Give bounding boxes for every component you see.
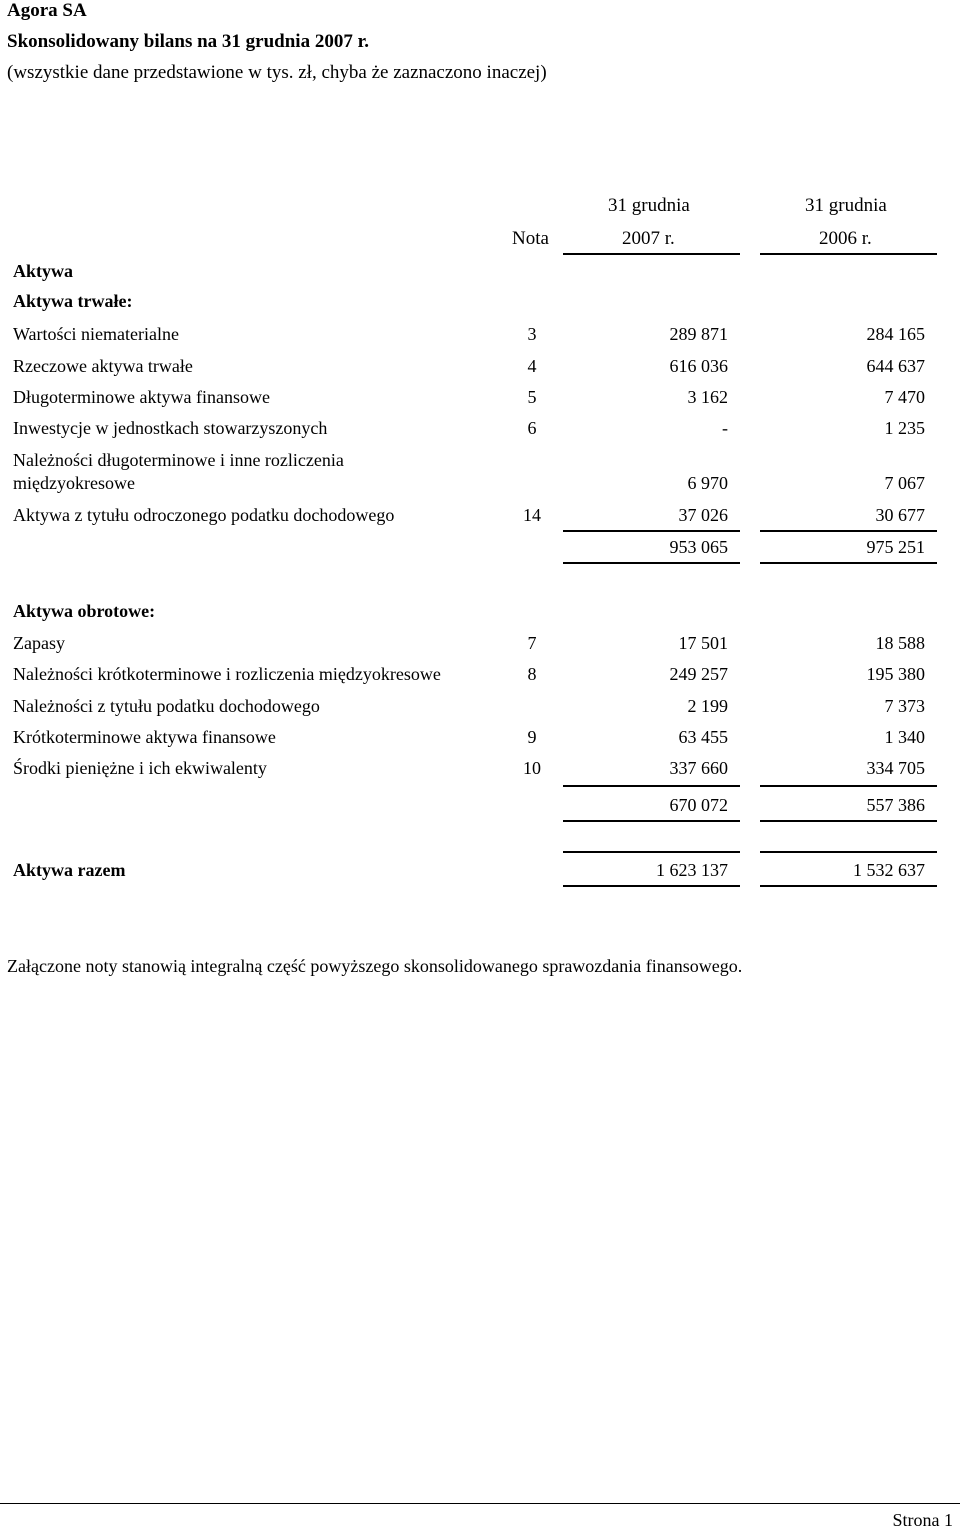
row-value-2006: 1 340 bbox=[884, 727, 925, 747]
row-value-2007: 17 501 bbox=[678, 633, 728, 653]
subtotal-underline-2007 bbox=[563, 562, 740, 564]
row-nota: 9 bbox=[527, 727, 537, 747]
row-label: Należności z tytułu podatku dochodowego bbox=[13, 696, 320, 716]
row-value-2007: 616 036 bbox=[669, 356, 728, 376]
row-value-2007: 3 162 bbox=[687, 387, 728, 407]
row-value-2006: 7 470 bbox=[884, 387, 925, 407]
subtotal-underline-2007 bbox=[563, 820, 740, 822]
row-value-2006: 284 165 bbox=[866, 324, 925, 344]
subtotal-underline-2006 bbox=[760, 820, 937, 822]
row-value-2006: 7 067 bbox=[884, 473, 925, 493]
row-label: Krótkoterminowe aktywa finansowe bbox=[13, 727, 276, 747]
total-rule-2006 bbox=[760, 851, 937, 853]
row-value-2006: 644 637 bbox=[866, 356, 925, 376]
row-label: Długoterminowe aktywa finansowe bbox=[13, 387, 270, 407]
row-label: Zapasy bbox=[13, 633, 65, 653]
subtotal-rule-2007 bbox=[563, 785, 740, 787]
row-nota: 8 bbox=[527, 664, 537, 684]
subsection-heading-trwale: Aktywa trwałe: bbox=[13, 291, 133, 311]
total-value-2006: 1 532 637 bbox=[853, 860, 925, 880]
row-nota: 6 bbox=[527, 418, 537, 438]
row-value-2007: 37 026 bbox=[678, 505, 728, 525]
row-value-2006: 334 705 bbox=[866, 758, 925, 778]
subtotal-trwale-2007: 953 065 bbox=[669, 537, 728, 557]
row-value-2007: 289 871 bbox=[669, 324, 728, 344]
page-number: Strona 1 bbox=[892, 1510, 953, 1530]
column-2006-header-rule bbox=[760, 253, 937, 255]
footnote: Załączone noty stanowią integralną część powyższego skonsolidowanego sprawozdania finansowego. bbox=[7, 956, 743, 976]
column-2006-line2: 2006 r. bbox=[819, 228, 872, 249]
total-underline-2007 bbox=[563, 885, 740, 887]
row-value-2007: 337 660 bbox=[669, 758, 728, 778]
row-nota: 10 bbox=[523, 758, 541, 778]
footer-rule bbox=[0, 1503, 960, 1504]
column-2006-line1: 31 grudnia bbox=[805, 195, 887, 216]
total-value-2007: 1 623 137 bbox=[656, 860, 728, 880]
row-value-2006: 30 677 bbox=[875, 505, 925, 525]
row-value-2007: 6 970 bbox=[687, 473, 728, 493]
row-nota: 4 bbox=[527, 356, 537, 376]
row-label: Aktywa z tytułu odroczonego podatku dochodowego bbox=[13, 505, 395, 525]
subsection-heading-obrotowe: Aktywa obrotowe: bbox=[13, 601, 156, 621]
row-nota: 7 bbox=[527, 633, 537, 653]
subtotal-obrotowe-2007: 670 072 bbox=[669, 795, 728, 815]
column-nota: Nota bbox=[512, 228, 549, 249]
row-label: Środki pieniężne i ich ekwiwalenty bbox=[13, 758, 267, 778]
row-value-2006: 1 235 bbox=[884, 418, 925, 438]
subtotal-rule-2007 bbox=[563, 530, 740, 532]
row-label: Inwestycje w jednostkach stowarzyszonych bbox=[13, 418, 328, 438]
subtotal-obrotowe-2006: 557 386 bbox=[866, 795, 925, 815]
row-label-line1: Należności długoterminowe i inne rozliczenia bbox=[13, 450, 344, 470]
row-nota: 3 bbox=[527, 324, 537, 344]
row-nota: 14 bbox=[523, 505, 541, 525]
row-label-line2: międzyokresowe bbox=[13, 473, 135, 493]
row-value-2007: 249 257 bbox=[669, 664, 728, 684]
row-value-2006: 195 380 bbox=[866, 664, 925, 684]
total-underline-2006 bbox=[760, 885, 937, 887]
row-label: Należności krótkoterminowe i rozliczenia międzyokresowe bbox=[13, 664, 441, 684]
row-value-2007: 2 199 bbox=[687, 696, 728, 716]
company-name: Agora SA bbox=[7, 0, 87, 21]
row-label: Rzeczowe aktywa trwałe bbox=[13, 356, 193, 376]
total-label: Aktywa razem bbox=[13, 860, 126, 880]
subtotal-rule-2006 bbox=[760, 530, 937, 532]
row-nota: 5 bbox=[527, 387, 537, 407]
document-subtitle: (wszystkie dane przedstawione w tys. zł, chyba że zaznaczono inaczej) bbox=[7, 62, 547, 83]
subtotal-underline-2006 bbox=[760, 562, 937, 564]
row-label: Wartości niematerialne bbox=[13, 324, 179, 344]
document-title: Skonsolidowany bilans na 31 grudnia 2007 r. bbox=[7, 31, 370, 52]
column-2007-line1: 31 grudnia bbox=[608, 195, 690, 216]
subtotal-trwale-2006: 975 251 bbox=[866, 537, 925, 557]
row-value-2007: 63 455 bbox=[678, 727, 728, 747]
row-value-2006: 18 588 bbox=[875, 633, 925, 653]
row-value-2006: 7 373 bbox=[884, 696, 925, 716]
row-value-2007: - bbox=[722, 418, 728, 438]
section-heading-aktywa: Aktywa bbox=[13, 261, 74, 281]
column-2007-header-rule bbox=[563, 253, 740, 255]
total-rule-2007 bbox=[563, 851, 740, 853]
subtotal-rule-2006 bbox=[760, 785, 937, 787]
column-2007-line2: 2007 r. bbox=[622, 228, 675, 249]
